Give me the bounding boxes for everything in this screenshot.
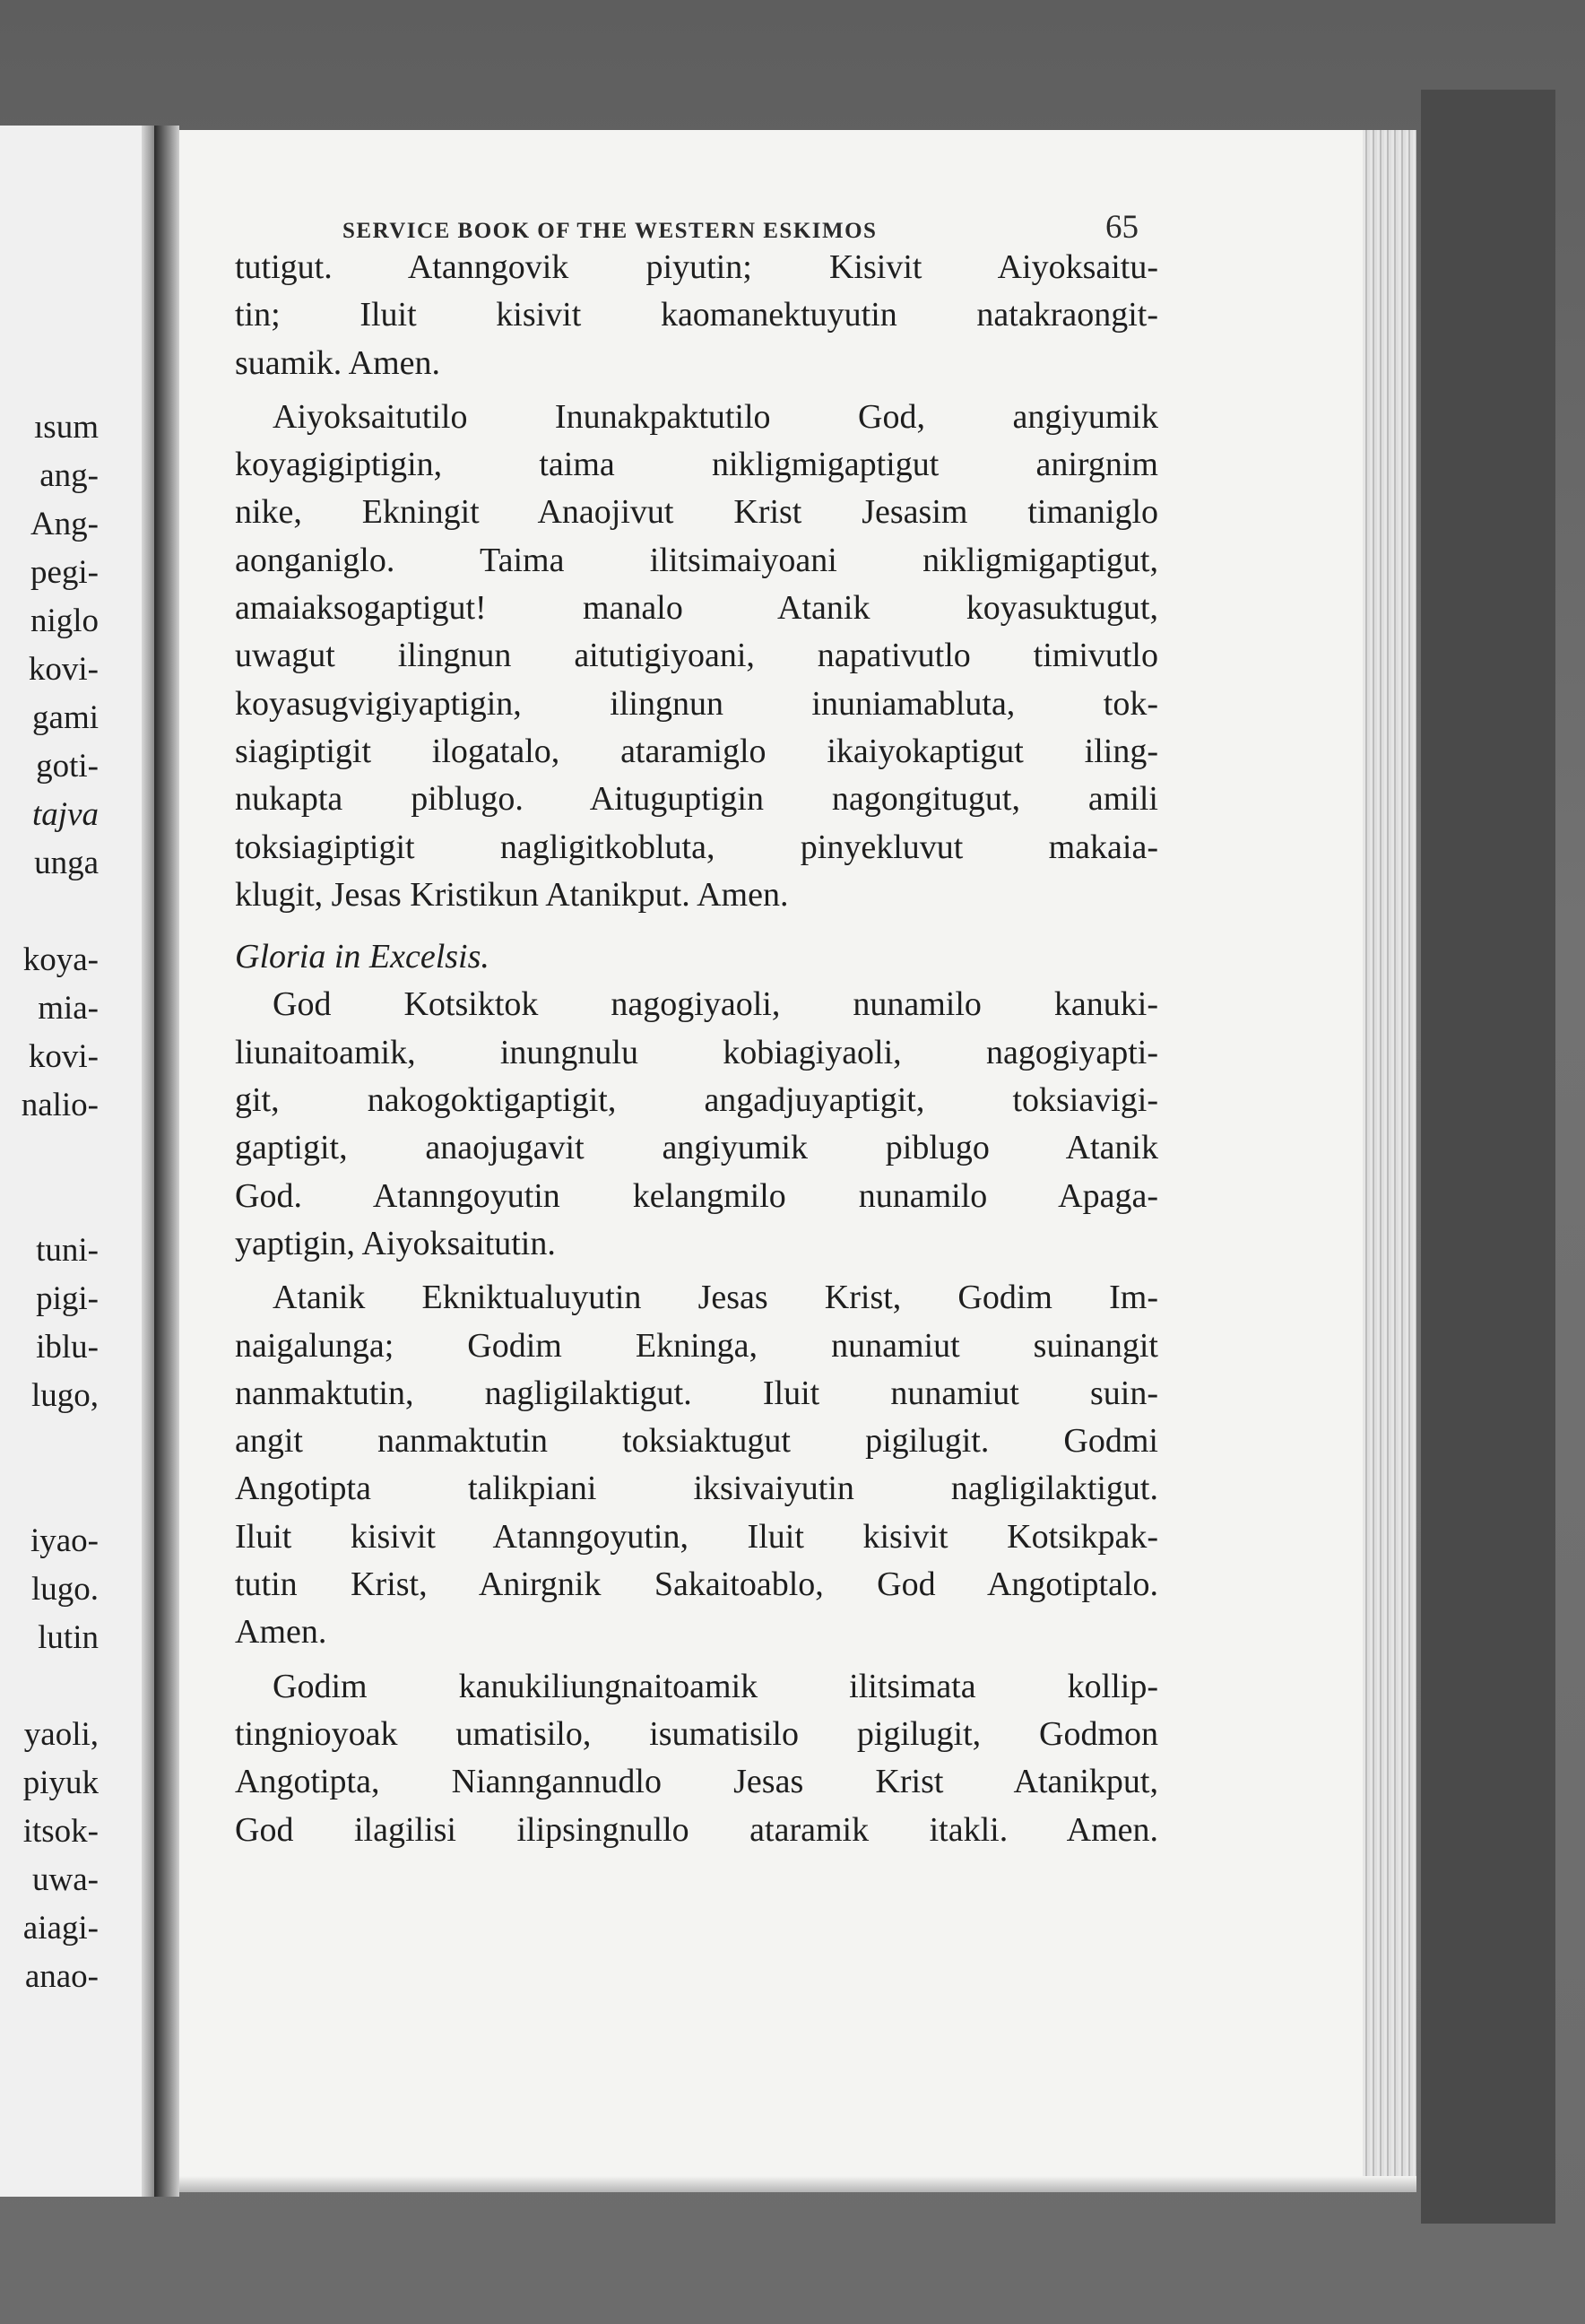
- text-line: Godim kanukiliungnaitoamik ilitsimata kollip-: [273, 1667, 1158, 1705]
- paragraph: [235, 394, 1158, 919]
- left-line: iyao-: [30, 1522, 99, 1559]
- page-body: [235, 244, 1158, 1854]
- text-line: Atanik Ekniktualuyutin Jesas Krist, Godim Im-: [273, 1279, 1158, 1317]
- text-line: Iluit kisivit Atanngoyutin, Iluit kisivit Kotsikpak-: [235, 1517, 1158, 1556]
- section-heading: Gloria in Excelsis.: [235, 938, 489, 976]
- text-line: tutigut. Atanngovik piyutin; Kisivit Aiyoksaitu-: [235, 248, 1158, 286]
- running-head-title: SERVICE BOOK OF THE WESTERN ESKIMOS: [342, 219, 878, 243]
- left-page-edge: [142, 126, 154, 2197]
- left-line: [22, 1178, 99, 1227]
- left-line: uwa-: [32, 1861, 99, 1898]
- text-line: nanmaktutin, nagligilaktigut. Iluit nunamiut suin-: [235, 1374, 1158, 1412]
- left-line: kovi-: [28, 1038, 99, 1075]
- left-page-text: [22, 403, 99, 2001]
- text-line: tingnioyoak umatisilo, isumatisilo pigilugit, Godmon: [235, 1714, 1158, 1753]
- page-fore-edge: [1363, 130, 1416, 2192]
- text-line: naigalunga; Godim Ekninga, nunamiut suinangit: [235, 1326, 1158, 1365]
- left-line: iblu-: [36, 1329, 99, 1366]
- left-line: piyuk: [22, 1765, 99, 1801]
- left-line: [22, 1469, 99, 1517]
- left-line: lugo.: [30, 1571, 99, 1608]
- text-line: gaptigit, anaojugavit angiyumik piblugo Atanik: [235, 1129, 1158, 1167]
- left-line: [22, 1130, 99, 1178]
- text-line: Aiyoksaitutilo Inunakpaktutilo God, angiyumik: [273, 397, 1158, 436]
- text-line: angit nanmaktutin toksiaktugut pigilugit. Godmi: [235, 1422, 1158, 1461]
- text-line: koyagigiptigin, taima nikligmigaptigut anirgnim: [235, 446, 1158, 484]
- left-line: [22, 888, 99, 936]
- text-line: uwagut ilingnun aitutigiyoani, napativutlo timivutlo: [235, 637, 1158, 675]
- text-line: Angotipta, Nianngannudlo Jesas Krist Atanikput,: [235, 1763, 1158, 1801]
- text-line: klugit, Jesas Kristikun Atanikput. Amen.: [235, 875, 789, 914]
- text-line: tutin Krist, Anirgnik Sakaitoablo, God Angotiptalo.: [235, 1565, 1158, 1604]
- left-line: tajva: [32, 796, 99, 833]
- text-line: amaiaksogaptigut! manalo Atanik koyasuktugut,: [235, 589, 1158, 628]
- left-line: pigi-: [36, 1280, 99, 1317]
- left-line: itsok-: [22, 1813, 99, 1850]
- book-cover: [1421, 90, 1555, 2224]
- left-line: pegi-: [30, 554, 99, 591]
- left-line: Ang-: [30, 506, 99, 542]
- left-line: kovi-: [28, 651, 99, 688]
- left-line: nalio-: [21, 1087, 99, 1123]
- left-line: unga: [34, 845, 99, 881]
- paragraph: [235, 981, 1158, 1268]
- left-line: goti-: [36, 748, 99, 785]
- text-line: liunaitoamik, inungnulu kobiagiyaoli, nagogiyapti-: [235, 1033, 1158, 1071]
- page-number: 65: [1105, 209, 1139, 246]
- text-line: aonganiglo. Taima ilitsimaiyoani nikligmigaptigut,: [235, 541, 1158, 579]
- text-line: siagiptigit ilogatalo, ataramiglo ikaiyokaptigut iling-: [235, 732, 1158, 770]
- left-line: lutin: [38, 1619, 99, 1656]
- left-line: [22, 1662, 99, 1711]
- left-line: tuni-: [36, 1232, 99, 1269]
- left-line: koya-: [22, 941, 99, 978]
- left-line: [22, 1420, 99, 1469]
- left-line: lugo,: [30, 1377, 99, 1414]
- left-line: niglo: [30, 603, 99, 639]
- text-line: toksiagiptigit nagligitkobluta, pinyekluvut makaia-: [235, 828, 1158, 866]
- text-line: koyasugvigiyaptigin, ilingnun inuniamabluta, tok-: [235, 684, 1158, 723]
- paragraph: [235, 1274, 1158, 1656]
- text-line: git, nakogoktigaptigit, angadjuyaptigit, toksiavigi-: [235, 1081, 1158, 1120]
- text-line: suamik. Amen.: [235, 343, 441, 382]
- book-gutter: [154, 126, 179, 2197]
- text-line: tin; Iluit kisivit kaomanektuyutin natakraongit-: [235, 296, 1158, 334]
- left-line: aiagi-: [22, 1910, 99, 1947]
- left-line: gami: [32, 699, 99, 736]
- text-line: Angotipta talikpiani iksivaiyutin nagligilaktigut.: [235, 1470, 1158, 1508]
- paragraph: [235, 1663, 1158, 1854]
- text-line: God Kotsiktok nagogiyaoli, nunamilo kanuki-: [273, 985, 1158, 1024]
- paragraph: [235, 244, 1158, 387]
- page-bottom-edge: [179, 2176, 1416, 2192]
- running-head: [342, 208, 1139, 247]
- left-line: ang-: [39, 457, 99, 494]
- text-line: nike, Ekningit Anaojivut Krist Jesasim timaniglo: [235, 493, 1158, 532]
- text-line: nukapta piblugo. Aituguptigin nagongitugut, amili: [235, 780, 1158, 819]
- text-line: God ilagilisi ilipsingnullo ataramik itakli. Amen.: [235, 1810, 1158, 1849]
- text-line: Amen.: [235, 1613, 327, 1652]
- left-line: ısum: [34, 409, 99, 446]
- left-page: [0, 126, 154, 2197]
- text-line: God. Atanngoyutin kelangmilo nunamilo Apaga-: [235, 1176, 1158, 1215]
- left-line: anao-: [24, 1958, 99, 1995]
- text-line: yaptigin, Aiyoksaitutin.: [235, 1224, 556, 1262]
- left-line: mia-: [38, 990, 99, 1027]
- left-line: yaoli,: [23, 1716, 99, 1753]
